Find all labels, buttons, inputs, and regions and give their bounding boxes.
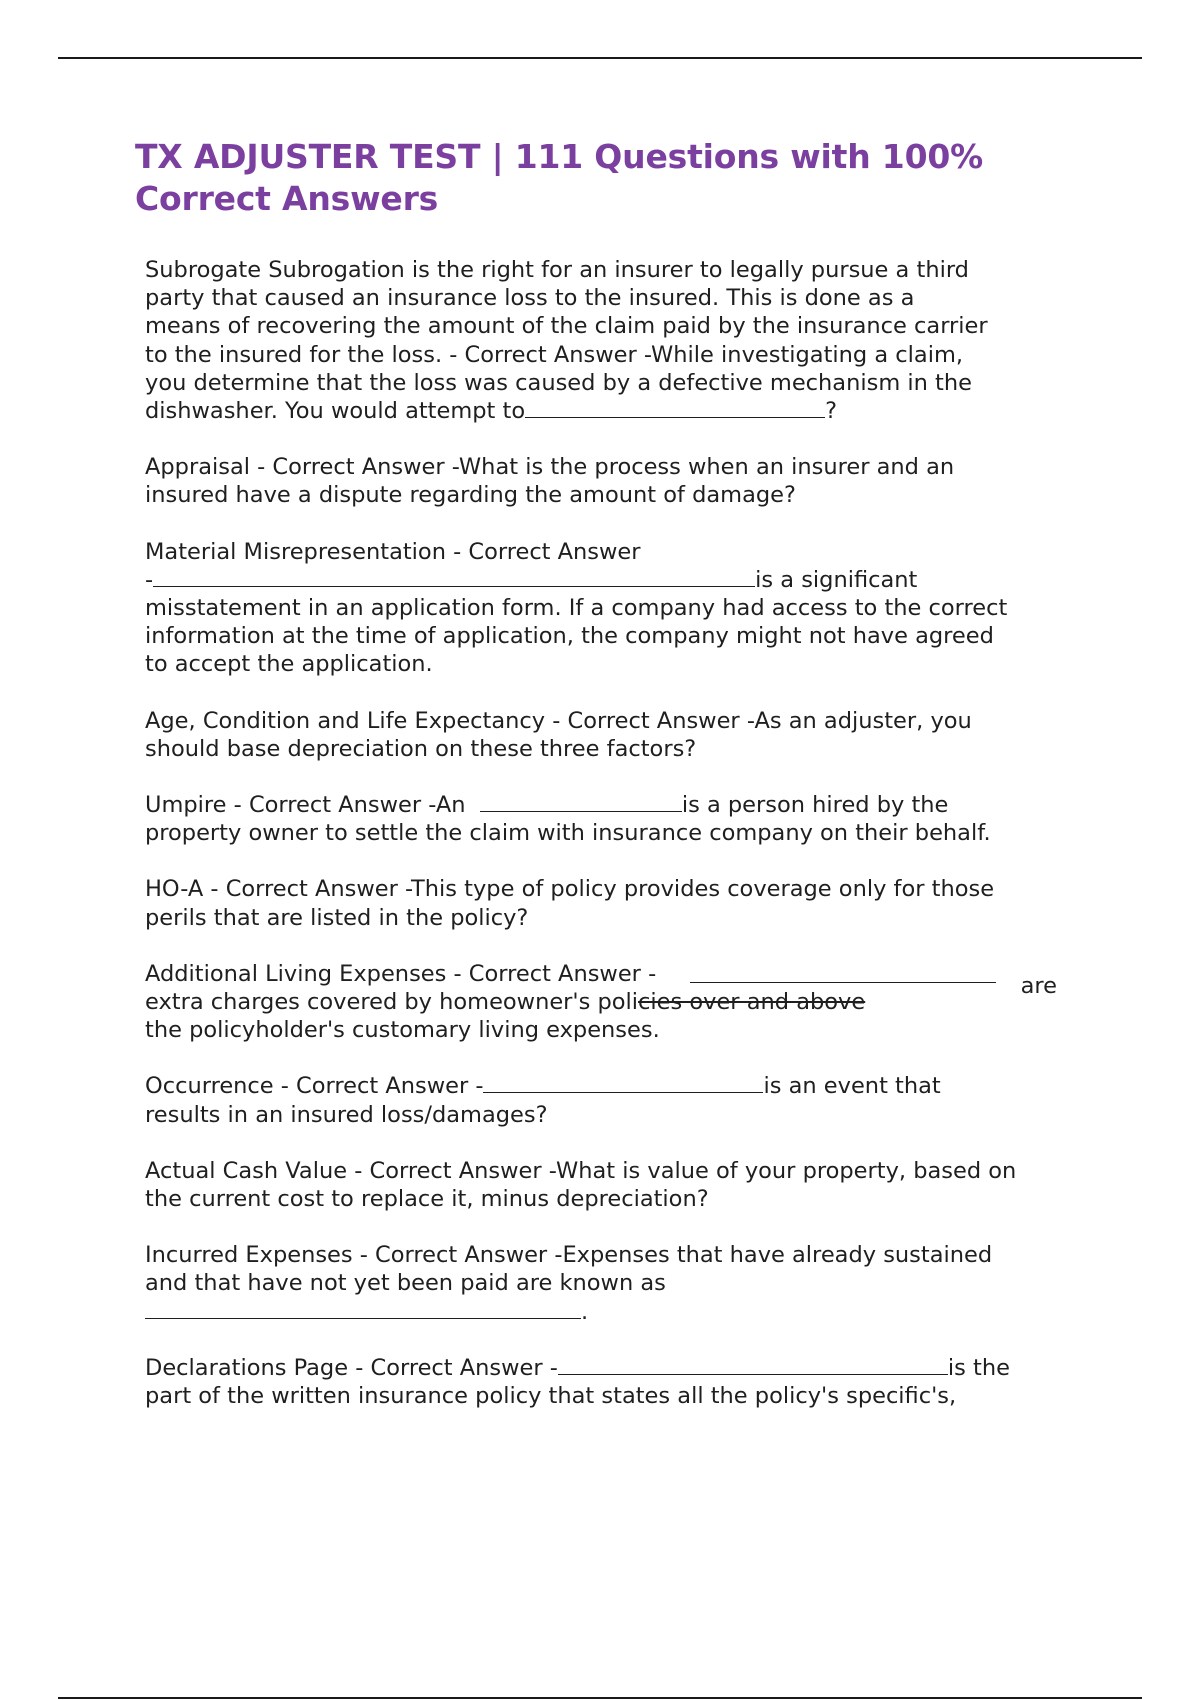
bottom-rule bbox=[58, 1697, 1142, 1699]
text-line: means of recovering the amount of the claim paid by the insurance carrier bbox=[145, 313, 988, 340]
answer-blank bbox=[153, 566, 755, 587]
document-body bbox=[145, 256, 1085, 1438]
text-line bbox=[145, 1298, 1085, 1326]
qa-item-declarations-page bbox=[145, 1354, 1085, 1410]
text-fragment: is the bbox=[947, 1354, 1010, 1381]
text-line: and that have not yet been paid are known as bbox=[145, 1270, 666, 1297]
qa-item-additional-living-expenses bbox=[145, 960, 1085, 1045]
text-line bbox=[145, 397, 1085, 425]
text-fragment: is an event that bbox=[763, 1073, 941, 1100]
text-line: Appraisal - Correct Answer -What is the process when an insurer and an bbox=[145, 454, 955, 481]
text-line: perils that are listed in the policy? bbox=[145, 904, 529, 931]
qa-item-actual-cash-value bbox=[145, 1157, 1085, 1213]
text-line: to accept the application. bbox=[145, 651, 433, 678]
text-line: insured have a dispute regarding the amount of damage? bbox=[145, 482, 796, 509]
qa-item-ho-a bbox=[145, 875, 1085, 931]
text-fragment: extra charges covered by homeowner's poli bbox=[145, 989, 639, 1016]
text-fragment: . bbox=[581, 1298, 589, 1325]
text-line bbox=[145, 791, 1085, 819]
text-line: should base depreciation on these three factors? bbox=[145, 735, 697, 762]
text-line: party that caused an insurance loss to the insured. This is done as a bbox=[145, 285, 915, 312]
answer-blank bbox=[558, 1354, 948, 1375]
text-fragment: is a significant bbox=[755, 566, 918, 593]
text-line bbox=[145, 1354, 1085, 1382]
qa-item-umpire bbox=[145, 791, 1085, 847]
text-line bbox=[145, 566, 1085, 594]
document-title: TX ADJUSTER TEST | 111 Questions with 100% Correct Answers bbox=[135, 137, 983, 218]
qa-item-depreciation-factors bbox=[145, 707, 1085, 763]
answer-blank bbox=[483, 1072, 763, 1093]
qa-item-subrogate bbox=[145, 256, 1085, 425]
text-line bbox=[145, 1072, 1085, 1100]
answer-blank bbox=[480, 791, 682, 812]
text-fragment: dishwasher. You would attempt to bbox=[145, 398, 526, 425]
text-fragment: is a person hired by the bbox=[681, 792, 949, 819]
text-line bbox=[145, 988, 1085, 1016]
answer-blank bbox=[690, 982, 996, 983]
text-line: Subrogate Subrogation is the right for an insurer to legally pursue a third bbox=[145, 257, 969, 283]
text-line: Material Misrepresentation - Correct Answer bbox=[145, 538, 641, 565]
qa-item-appraisal bbox=[145, 453, 1085, 509]
text-line: the policyholder's customary living expenses. bbox=[145, 1017, 660, 1044]
struck-text: cies over and above bbox=[638, 989, 866, 1016]
qa-item-occurrence bbox=[145, 1072, 1085, 1128]
top-rule bbox=[58, 57, 1142, 59]
text-line: Actual Cash Value - Correct Answer -What is value of your property, based on bbox=[145, 1157, 1017, 1184]
text-line: the current cost to replace it, minus depreciation? bbox=[145, 1186, 709, 1213]
answer-blank bbox=[525, 397, 825, 418]
text-fragment: ? bbox=[825, 398, 838, 425]
text-line: part of the written insurance policy that states all the policy's specific's, bbox=[145, 1383, 957, 1410]
text-line: results in an insured loss/damages? bbox=[145, 1101, 548, 1128]
text-fragment: Additional Living Expenses - Correct Answer - bbox=[145, 960, 657, 987]
text-line: information at the time of application, the company might not have agreed bbox=[145, 623, 994, 650]
qa-item-incurred-expenses bbox=[145, 1241, 1085, 1326]
text-line: HO-A - Correct Answer -This type of policy provides coverage only for those bbox=[145, 876, 995, 903]
text-fragment: are bbox=[1020, 972, 1057, 999]
text-fragment: Declarations Page - Correct Answer - bbox=[145, 1354, 558, 1381]
text-fragment: Umpire - Correct Answer -An bbox=[145, 792, 466, 819]
text-line: property owner to settle the claim with insurance company on their behalf. bbox=[145, 820, 991, 847]
text-line: Age, Condition and Life Expectancy - Correct Answer -As an adjuster, you bbox=[145, 707, 972, 734]
qa-item-material-misrepresentation bbox=[145, 538, 1085, 679]
text-fragment: Occurrence - Correct Answer - bbox=[145, 1073, 484, 1100]
text-fragment: - bbox=[145, 566, 154, 593]
text-line: misstatement in an application form. If a company had access to the correct bbox=[145, 595, 1008, 622]
text-line: you determine that the loss was caused by a defective mechanism in the bbox=[145, 369, 972, 396]
answer-blank bbox=[145, 1298, 581, 1319]
text-line bbox=[145, 960, 1085, 999]
text-line: to the insured for the loss. - Correct Answer -While investigating a claim, bbox=[145, 341, 964, 368]
text-line: Incurred Expenses - Correct Answer -Expenses that have already sustained bbox=[145, 1242, 993, 1269]
